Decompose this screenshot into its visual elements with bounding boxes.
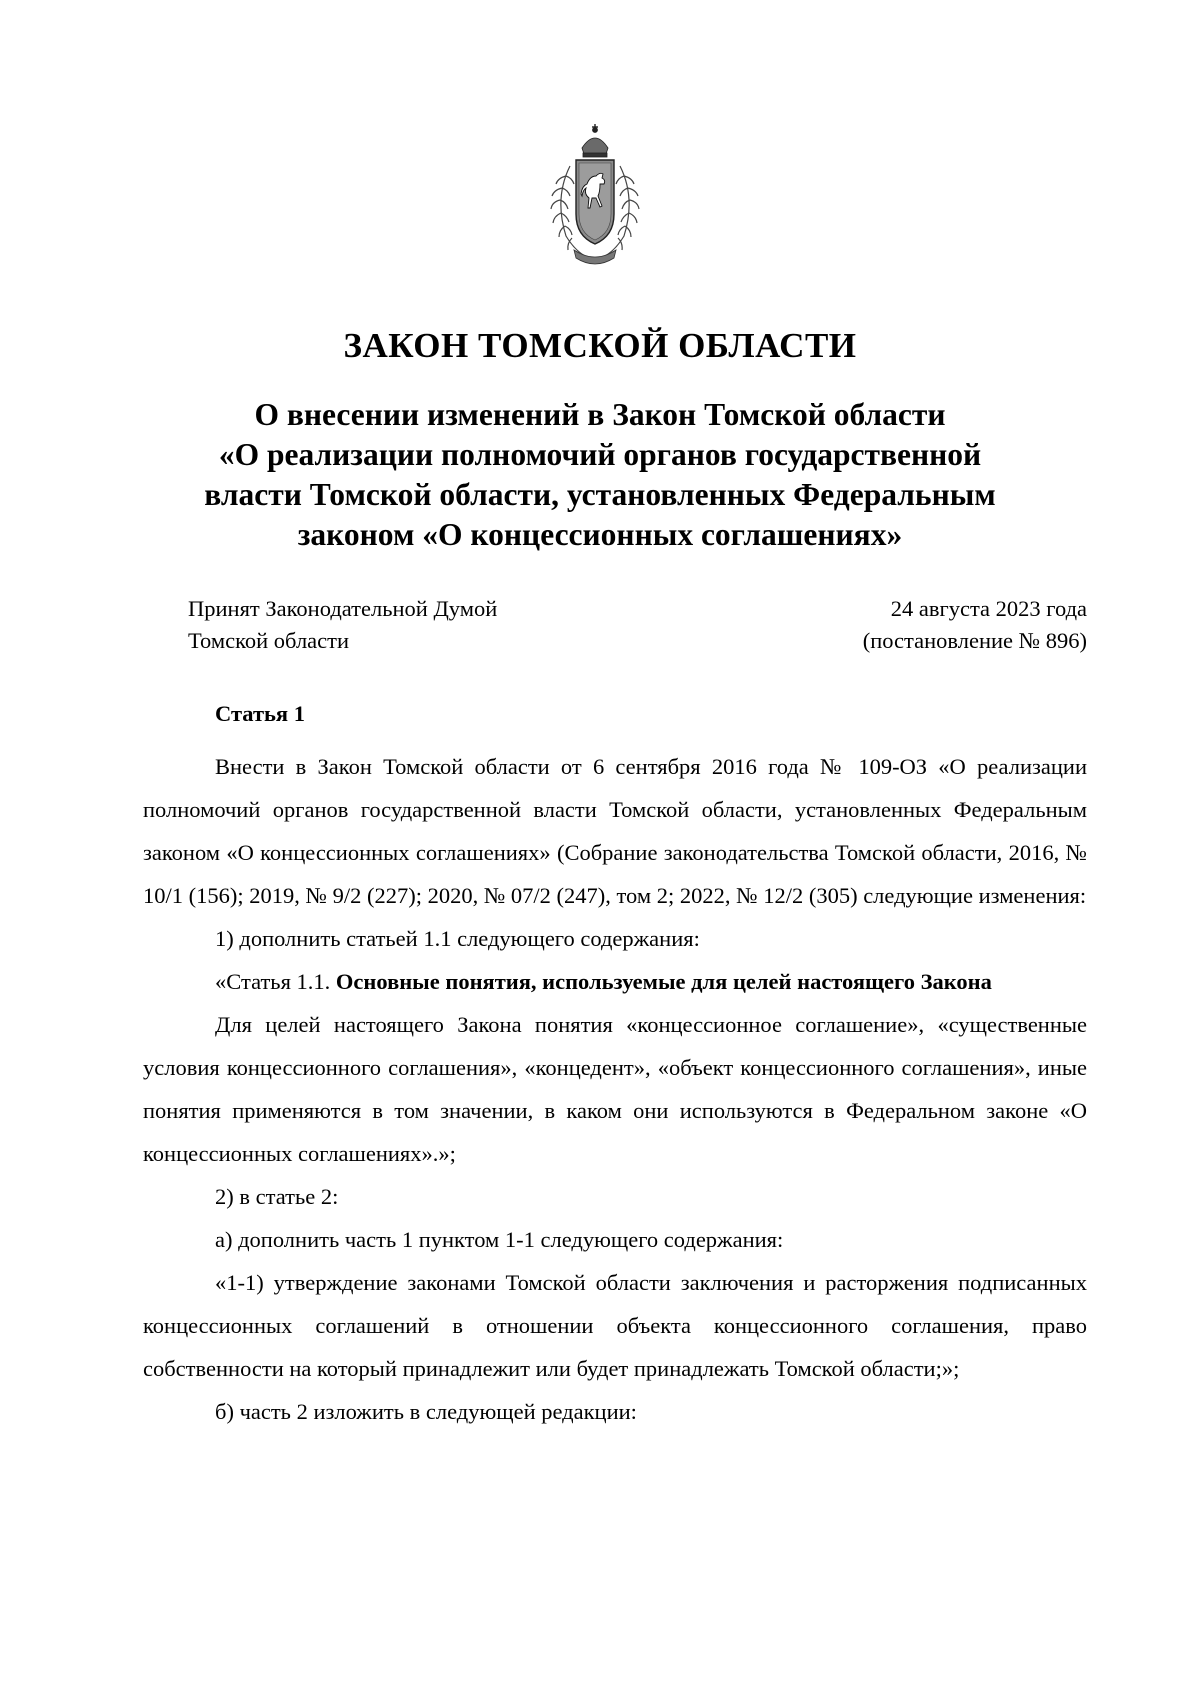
new-article-prefix: «Статья 1.1. [215, 969, 336, 994]
adoption-date-line: 24 августа 2023 года [890, 596, 1087, 621]
paragraph: б) часть 2 изложить в следующей редакции: [215, 1399, 637, 1424]
resolution-number: (постановление № 896) [862, 628, 1087, 653]
paragraph: Для целей настоящего Закона понятия «концессионное соглашение», «существенные условия концессионного соглашения», «концедент», «объект концессионного соглашения», иные понятия применяются в том значении, в каком они используются в Федеральном законе «О концессионных соглашениях».»; [143, 1012, 1087, 1166]
subtitle-line: власти Томской области, установленных Федеральным [204, 477, 996, 512]
paragraph: 2) в статье 2: [215, 1184, 339, 1209]
law-title: ЗАКОН ТОМСКОЙ ОБЛАСТИ [343, 326, 857, 365]
adopted-by-line: Томской области [188, 628, 350, 653]
law-subtitle [140, 395, 1060, 555]
subtitle-line: О внесении изменений в Закон Томской области [254, 397, 946, 432]
paragraph: а) дополнить часть 1 пунктом 1-1 следующего содержания: [215, 1227, 784, 1252]
paragraph: 1) дополнить статьей 1.1 следующего содержания: [215, 926, 700, 951]
new-article-heading [143, 960, 1087, 1003]
adoption-date [863, 593, 1087, 657]
paragraph: Внести в Закон Томской области от 6 сентября 2016 года № 109-ОЗ «О реализации полномочий органов государственной власти Томской области, установленных Федеральным законом «О концессионных соглашениях» (Собрание законодательства Томской области, 2016, № 10/1 (156); 2019, № 9/2 (227); 2020, № 07/2 (247), том 2; 2022, № 12/2 (305) следующие изменения: [143, 754, 1087, 908]
subtitle-line: «О реализации полномочий органов государственной [218, 437, 982, 472]
adopted-by-line: Принят Законодательной Думой [188, 596, 498, 621]
document-body [143, 692, 1087, 1433]
adopted-by [188, 593, 497, 657]
paragraph: «1-1) утверждение законами Томской области заключения и расторжения подписанных концессионных соглашений в отношении объекта концессионного соглашения, право собственности на который принадлежит или будет принадлежать Томской области;»; [143, 1270, 1087, 1381]
new-article-title: Основные понятия, используемые для целей настоящего Закона [335, 969, 992, 994]
article-heading: Статья 1 [215, 701, 305, 726]
subtitle-line: законом «О концессионных соглашениях» [297, 517, 903, 552]
tomsk-region-coat-of-arms-icon [540, 118, 650, 268]
